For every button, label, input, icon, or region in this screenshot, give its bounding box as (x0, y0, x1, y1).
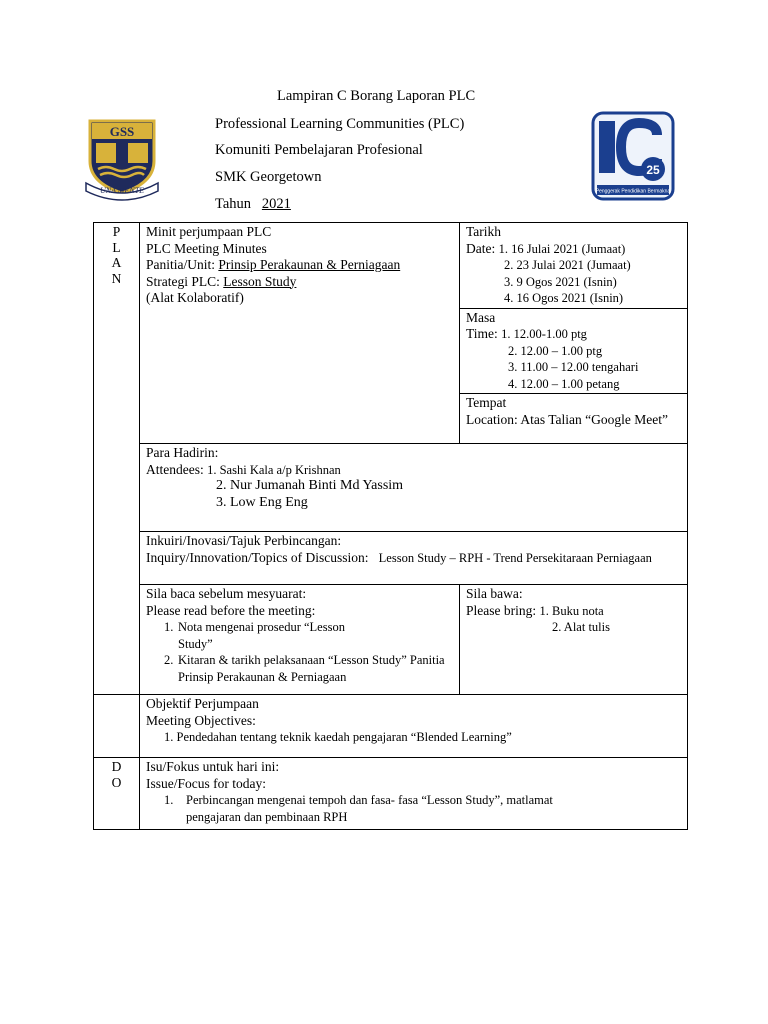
inquiry-line (146, 550, 681, 567)
bring-cell (460, 585, 688, 695)
attendee-item: 1. Sashi Kala a/p Krishnan (207, 462, 341, 477)
location-cell (460, 394, 688, 444)
bring-label-en: Please bring: (466, 602, 537, 618)
focus-item-text: Perbincangan mengenai tempoh dan fasa- fasa “Lesson Study”, matlamat pengajaran dan pembinaan RPH (186, 793, 553, 824)
form-title: Lampiran C Borang Laporan PLC (277, 88, 476, 104)
inquiry-cell (140, 532, 688, 585)
objectives-label-ms: Objektif Perjumpaan (146, 696, 259, 711)
do-section-label (94, 758, 140, 830)
date-item: 2. 23 Julai 2021 (Jumaat) (504, 258, 631, 272)
read-item (146, 619, 453, 652)
anniversary-badge-logo (591, 111, 675, 201)
minutes-title-ms: Minit perjumpaan PLC (146, 224, 272, 239)
school-crest-logo (84, 117, 160, 201)
time-item: 3. 11.00 – 12.00 tengahari (508, 360, 639, 374)
objectives-label-en: Meeting Objectives: (146, 712, 256, 728)
strategy-note: (Alat Kolaboratif) (146, 290, 244, 305)
date-label-ms: Tarikh (466, 224, 502, 239)
attendees-line-1 (146, 462, 681, 479)
do-letter-o: O (111, 774, 122, 790)
focus-label-ms: Isu/Fokus untuk hari ini: (146, 759, 280, 774)
plan-letter-l: L (112, 239, 121, 255)
read-label-ms: Sila baca sebelum mesyuarat: (146, 586, 307, 601)
header-plc-malay: Komuniti Pembelajaran Profesional (215, 142, 423, 158)
bring-item: 2. Alat tulis (552, 620, 610, 634)
time-item: 1. 12.00-1.00 ptg (501, 327, 587, 341)
read-before-cell (140, 585, 460, 695)
time-item: 4. 12.00 – 1.00 petang (508, 376, 620, 391)
focus-label-en: Issue/Focus for today: (146, 775, 266, 791)
year-value: 2021 (261, 196, 291, 212)
strategy-value: Lesson Study (223, 273, 297, 289)
read-item (146, 652, 453, 685)
time-label-en: Time: (466, 326, 498, 341)
inquiry-value: Lesson Study – RPH - Trend Persekitaraan Perniagaan (378, 550, 652, 565)
minutes-cell (140, 223, 460, 444)
bring-label-ms: Sila bawa: (466, 586, 523, 601)
read-item-text: Nota mengenai prosedur “Lesson Study” (178, 620, 345, 651)
date-label-en: Date: (466, 240, 496, 256)
plan-letter-a: A (111, 255, 122, 270)
crest-motto: UNA MENTE (99, 186, 145, 195)
bring-item: 1. Buku nota (539, 603, 604, 618)
attendees-label-ms: Para Hadirin: (146, 445, 219, 460)
read-item-text: Kitaran & tarikh pelaksanaan “Lesson Study” Panitia Prinsip Perakaunan & Perniagaan (178, 653, 445, 684)
panitia-value: Prinsip Perakaunan & Perniagaan (218, 257, 401, 272)
read-item-number: 1. (164, 620, 174, 634)
badge-tagline: Penggerak Pendidikan Bermakna (595, 188, 671, 195)
time-cell (460, 308, 688, 394)
header-school-name: SMK Georgetown (215, 169, 322, 185)
focus-item (146, 792, 681, 825)
focus-cell (140, 758, 688, 830)
location-value: Atas Talian “Google Meet” (520, 411, 669, 427)
date-line-1 (466, 241, 681, 258)
attendees-cell (140, 444, 688, 532)
date-item: 4. 16 Ogos 2021 (Isnin) (504, 291, 624, 305)
attendee-item: 3. Low Eng Eng (216, 494, 308, 510)
focus-item-number: 1. (164, 793, 174, 807)
inquiry-label-ms: Inkuiri/Inovasi/Tajuk Perbincangan: (146, 533, 342, 548)
objectives-side-blank (94, 695, 140, 758)
header-year (215, 196, 291, 213)
date-item: 1. 16 Julai 2021 (Jumaat) (498, 241, 626, 256)
date-item: 3. 9 Ogos 2021 (Isnin) (504, 274, 617, 289)
objective-item: 1. Pendedahan tentang teknik kaedah pengajaran “Blended Learning” (164, 730, 512, 744)
date-cell (460, 223, 688, 309)
plan-letter-p: P (112, 224, 121, 239)
badge-number: 25 (646, 163, 660, 177)
attendee-item: 2. Nur Jumanah Binti Md Yassim (216, 478, 404, 493)
bring-line-1 (466, 603, 681, 620)
strategy-line (146, 274, 453, 291)
location-label-en: Location: (466, 411, 518, 427)
plan-letter-n: N (111, 270, 122, 286)
panitia-label: Panitia/Unit: (146, 257, 215, 272)
location-line (466, 412, 681, 429)
time-item: 2. 12.00 – 1.00 ptg (508, 343, 603, 358)
inquiry-label-en: Inquiry/Innovation/Topics of Discussion: (146, 549, 369, 565)
plc-report-form (93, 222, 688, 830)
panitia-line (146, 257, 453, 274)
header-plc-english: Professional Learning Communities (PLC) (215, 116, 465, 132)
minutes-title-en: PLC Meeting Minutes (146, 240, 267, 256)
plan-section-label (94, 223, 140, 695)
time-label-ms: Masa (466, 309, 496, 325)
attendees-label-en: Attendees: (146, 461, 204, 477)
location-label-ms: Tempat (466, 395, 507, 410)
time-line-1 (466, 326, 681, 343)
crest-initials: GSS (109, 124, 135, 139)
read-label-en: Please read before the meeting: (146, 602, 316, 618)
read-item-number: 2. (164, 653, 174, 667)
strategy-label: Strategi PLC: (146, 273, 220, 289)
objectives-cell (140, 695, 688, 758)
do-letter-d: D (111, 759, 122, 774)
year-label: Tahun (215, 196, 252, 212)
